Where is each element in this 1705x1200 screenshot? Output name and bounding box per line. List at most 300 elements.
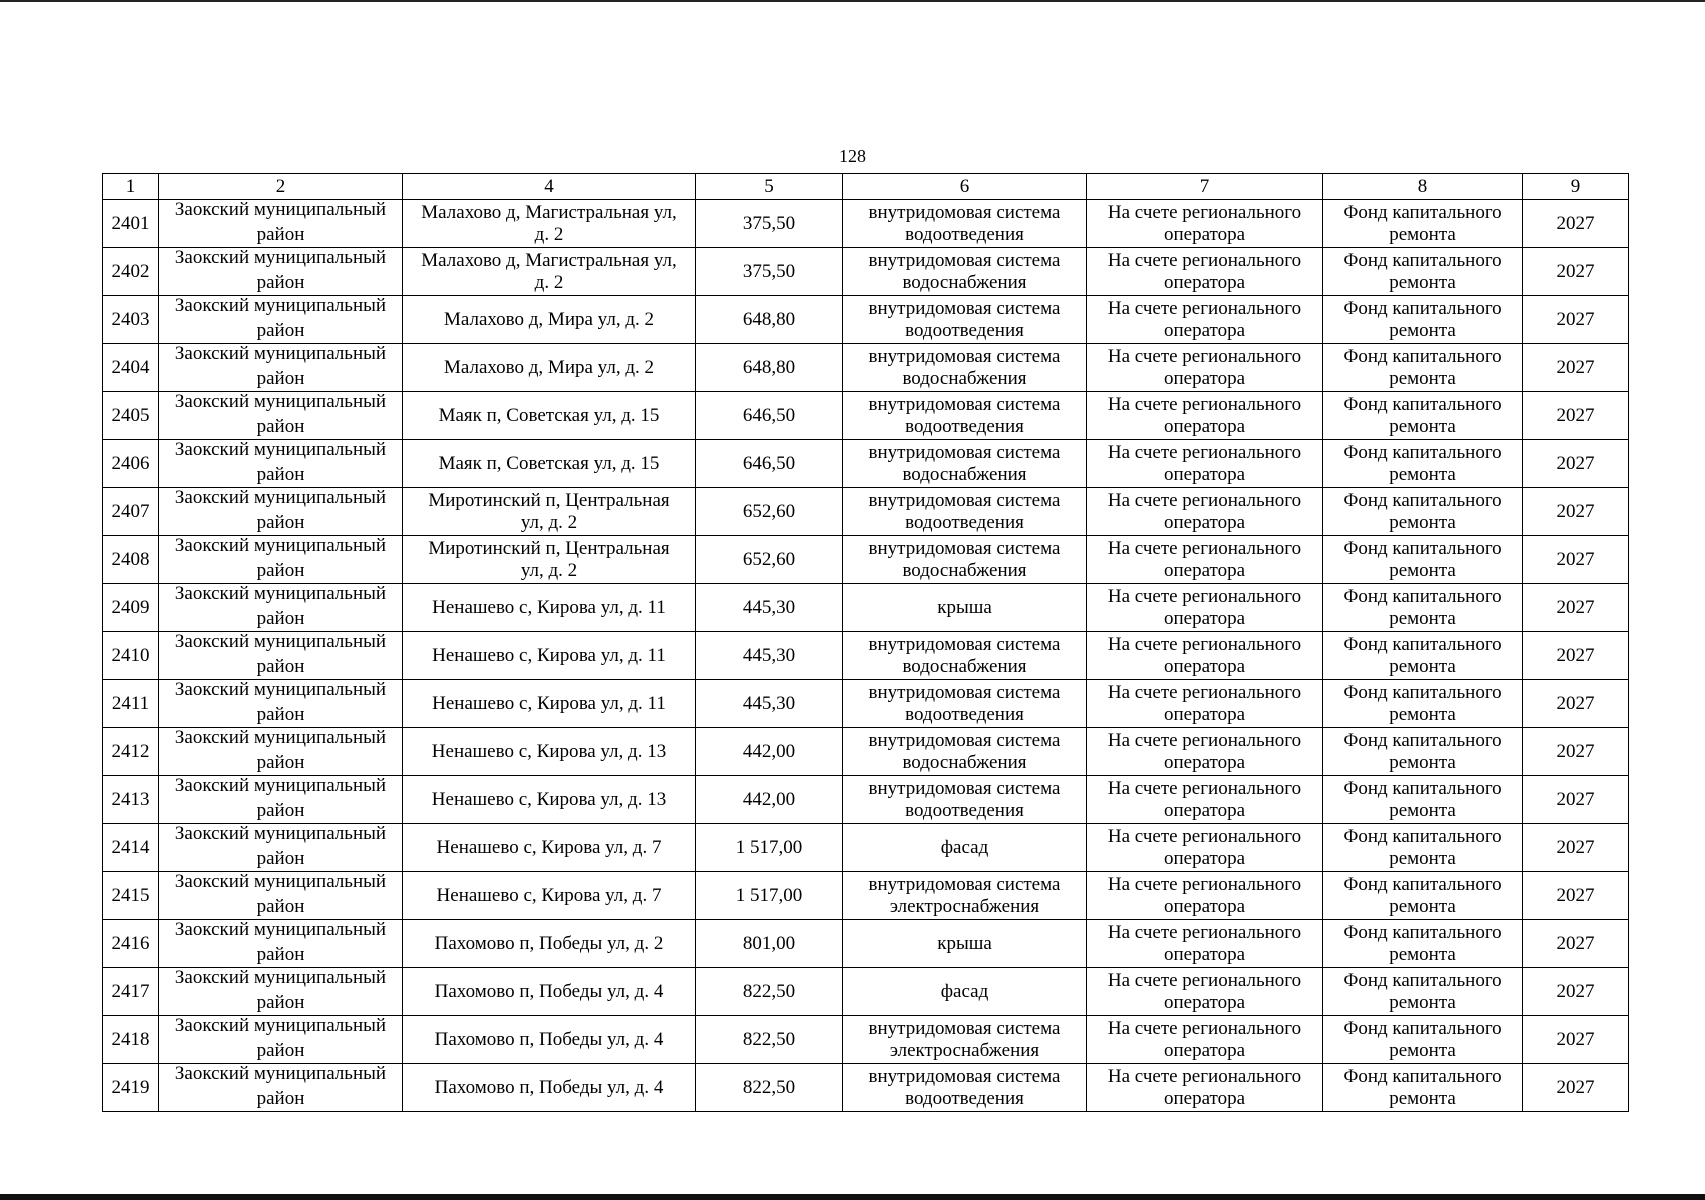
year-cell: 2027 xyxy=(1523,536,1629,584)
work-type-line: электроснабжения xyxy=(889,1039,1040,1061)
work-type-line: водоотведения xyxy=(905,319,1024,341)
table-row xyxy=(103,824,1629,872)
work-type-cell xyxy=(843,440,1087,488)
funding-source-line: ремонта xyxy=(1389,367,1456,389)
district-cell xyxy=(159,584,403,632)
row-number-cell: 2414 xyxy=(103,824,159,872)
column-header: 7 xyxy=(1087,174,1323,200)
district-cell xyxy=(159,392,403,440)
table-row xyxy=(103,296,1629,344)
area-cell: 648,80 xyxy=(696,296,843,344)
account-method-cell xyxy=(1087,776,1323,824)
district-line: район xyxy=(256,943,305,965)
district-cell xyxy=(159,488,403,536)
district-line: район xyxy=(256,223,305,245)
area-cell: 822,50 xyxy=(696,968,843,1016)
area-cell: 375,50 xyxy=(696,248,843,296)
year-cell: 2027 xyxy=(1523,680,1629,728)
address-cell xyxy=(403,248,696,296)
work-type-line: внутридомовая система xyxy=(868,729,1061,751)
funding-source-line: ремонта xyxy=(1389,655,1456,677)
address-cell xyxy=(403,296,696,344)
district-line: Заокский муниципальный xyxy=(174,679,387,700)
work-type-cell xyxy=(843,632,1087,680)
area-cell: 822,50 xyxy=(696,1064,843,1112)
year-cell: 2027 xyxy=(1523,728,1629,776)
work-type-line: фасад xyxy=(940,836,989,858)
district-line: район xyxy=(256,655,305,677)
row-number-cell: 2417 xyxy=(103,968,159,1016)
work-type-line: внутридомовая система xyxy=(868,777,1061,799)
work-type-cell xyxy=(843,824,1087,872)
district-line: район xyxy=(256,895,305,917)
work-type-cell xyxy=(843,392,1087,440)
account-method-cell xyxy=(1087,584,1323,632)
address-line: Маяк п, Советская ул, д. 15 xyxy=(438,404,660,426)
district-line: район xyxy=(256,847,305,869)
funding-source-line: Фонд капитального xyxy=(1343,729,1502,751)
row-number-cell: 2406 xyxy=(103,440,159,488)
year-cell: 2027 xyxy=(1523,632,1629,680)
address-cell xyxy=(403,776,696,824)
column-header: 5 xyxy=(696,174,843,200)
address-cell xyxy=(403,344,696,392)
funding-source-line: ремонта xyxy=(1389,943,1456,965)
work-type-line: крыша xyxy=(937,596,992,618)
address-line: Ненашево с, Кирова ул, д. 11 xyxy=(432,692,666,714)
account-method-cell xyxy=(1087,488,1323,536)
funding-source-line: Фонд капитального xyxy=(1343,633,1502,655)
year-cell: 2027 xyxy=(1523,968,1629,1016)
table-body xyxy=(103,200,1629,1112)
account-method-line: оператора xyxy=(1163,943,1246,965)
district-cell xyxy=(159,920,403,968)
table-row xyxy=(103,776,1629,824)
work-type-line: внутридомовая система xyxy=(868,633,1061,655)
work-type-line: фасад xyxy=(940,980,989,1002)
row-number-cell: 2419 xyxy=(103,1064,159,1112)
table-row xyxy=(103,1064,1629,1112)
district-cell xyxy=(159,632,403,680)
table-row xyxy=(103,680,1629,728)
account-method-cell xyxy=(1087,728,1323,776)
funding-source-cell xyxy=(1323,296,1523,344)
account-method-cell xyxy=(1087,1064,1323,1112)
row-number-cell: 2409 xyxy=(103,584,159,632)
funding-source-line: Фонд капитального xyxy=(1343,201,1502,223)
account-method-cell xyxy=(1087,824,1323,872)
work-type-line: крыша xyxy=(937,932,992,954)
work-type-line: внутридомовая система xyxy=(868,345,1061,367)
address-cell xyxy=(403,488,696,536)
row-number-cell: 2416 xyxy=(103,920,159,968)
account-method-line: На счете регионального xyxy=(1107,969,1302,991)
funding-source-line: ремонта xyxy=(1389,847,1456,869)
table-row xyxy=(103,872,1629,920)
account-method-line: На счете регионального xyxy=(1107,729,1302,751)
account-method-cell xyxy=(1087,248,1323,296)
row-number-cell: 2408 xyxy=(103,536,159,584)
funding-source-line: ремонта xyxy=(1389,463,1456,485)
row-number-cell: 2411 xyxy=(103,680,159,728)
address-line: Ненашево с, Кирова ул, д. 13 xyxy=(431,740,667,762)
row-number-cell: 2415 xyxy=(103,872,159,920)
funding-source-cell xyxy=(1323,728,1523,776)
funding-source-line: Фонд капитального xyxy=(1343,1065,1502,1087)
work-type-cell xyxy=(843,1016,1087,1064)
district-cell xyxy=(159,536,403,584)
account-method-line: оператора xyxy=(1163,367,1246,389)
year-cell: 2027 xyxy=(1523,344,1629,392)
table-row xyxy=(103,1016,1629,1064)
year-cell: 2027 xyxy=(1523,776,1629,824)
table-row xyxy=(103,728,1629,776)
address-line: д. 2 xyxy=(534,223,564,245)
address-line: Пахомово п, Победы ул, д. 4 xyxy=(434,1028,664,1050)
funding-source-line: Фонд капитального xyxy=(1343,777,1502,799)
work-type-line: внутридомовая система xyxy=(868,873,1061,895)
area-cell: 822,50 xyxy=(696,1016,843,1064)
work-type-line: внутридомовая система xyxy=(868,393,1061,415)
district-line: Заокский муниципальный xyxy=(174,871,387,892)
account-method-line: оператора xyxy=(1163,655,1246,677)
row-number-cell: 2403 xyxy=(103,296,159,344)
account-method-line: оператора xyxy=(1163,607,1246,629)
address-line: ул, д. 2 xyxy=(520,511,578,533)
account-method-cell xyxy=(1087,1016,1323,1064)
work-type-cell xyxy=(843,776,1087,824)
funding-source-line: Фонд капитального xyxy=(1343,345,1502,367)
year-cell: 2027 xyxy=(1523,488,1629,536)
year-cell: 2027 xyxy=(1523,296,1629,344)
work-type-line: водоотведения xyxy=(905,799,1024,821)
district-line: Заокский муниципальный xyxy=(174,631,387,652)
funding-source-cell xyxy=(1323,920,1523,968)
work-type-line: внутридомовая система xyxy=(868,1017,1061,1039)
row-number-cell: 2404 xyxy=(103,344,159,392)
column-header: 9 xyxy=(1523,174,1629,200)
funding-source-cell xyxy=(1323,200,1523,248)
area-cell: 652,60 xyxy=(696,536,843,584)
table-row xyxy=(103,200,1629,248)
work-type-line: водоотведения xyxy=(905,1087,1024,1109)
district-cell xyxy=(159,872,403,920)
address-line: Миротинский п, Центральная xyxy=(428,489,670,511)
address-cell xyxy=(403,584,696,632)
area-cell: 445,30 xyxy=(696,680,843,728)
year-cell: 2027 xyxy=(1523,200,1629,248)
row-number-cell: 2401 xyxy=(103,200,159,248)
year-cell: 2027 xyxy=(1523,248,1629,296)
row-number-cell: 2402 xyxy=(103,248,159,296)
district-cell xyxy=(159,824,403,872)
address-cell xyxy=(403,920,696,968)
work-type-line: внутридомовая система xyxy=(868,249,1061,271)
account-method-line: оператора xyxy=(1163,751,1246,773)
account-method-line: На счете регионального xyxy=(1107,297,1302,319)
page-number: 128 xyxy=(839,146,866,166)
work-type-line: водоотведения xyxy=(905,415,1024,437)
work-type-cell xyxy=(843,872,1087,920)
work-type-cell xyxy=(843,344,1087,392)
work-type-cell xyxy=(843,536,1087,584)
district-line: район xyxy=(256,511,305,533)
row-number-cell: 2412 xyxy=(103,728,159,776)
area-cell: 801,00 xyxy=(696,920,843,968)
table-row xyxy=(103,920,1629,968)
account-method-line: оператора xyxy=(1163,895,1246,917)
column-header: 8 xyxy=(1323,174,1523,200)
district-line: район xyxy=(256,367,305,389)
work-type-line: водоотведения xyxy=(905,223,1024,245)
work-type-cell xyxy=(843,248,1087,296)
column-number-header-row xyxy=(103,174,1629,200)
account-method-line: На счете регионального xyxy=(1107,825,1302,847)
district-line: район xyxy=(256,1039,305,1061)
account-method-cell xyxy=(1087,872,1323,920)
account-method-line: На счете регионального xyxy=(1107,873,1302,895)
district-line: Заокский муниципальный xyxy=(174,487,387,508)
address-cell xyxy=(403,440,696,488)
address-line: Малахово д, Мира ул, д. 2 xyxy=(443,356,654,378)
address-cell xyxy=(403,728,696,776)
work-type-cell xyxy=(843,728,1087,776)
address-line: Ненашево с, Кирова ул, д. 11 xyxy=(432,596,666,618)
account-method-line: На счете регионального xyxy=(1107,489,1302,511)
account-method-line: оператора xyxy=(1163,463,1246,485)
work-type-line: внутридомовая система xyxy=(868,201,1061,223)
funding-source-line: ремонта xyxy=(1389,799,1456,821)
funding-source-cell xyxy=(1323,392,1523,440)
funding-source-line: Фонд капитального xyxy=(1343,681,1502,703)
funding-source-line: ремонта xyxy=(1389,511,1456,533)
funding-source-cell xyxy=(1323,344,1523,392)
address-line: Миротинский п, Центральная xyxy=(428,537,670,559)
district-line: Заокский муниципальный xyxy=(174,1063,387,1084)
funding-source-line: Фонд капитального xyxy=(1343,393,1502,415)
funding-source-line: Фонд капитального xyxy=(1343,873,1502,895)
district-cell xyxy=(159,200,403,248)
funding-source-cell xyxy=(1323,488,1523,536)
funding-source-line: ремонта xyxy=(1389,991,1456,1013)
account-method-line: На счете регионального xyxy=(1107,633,1302,655)
district-line: район xyxy=(256,991,305,1013)
row-number-cell: 2418 xyxy=(103,1016,159,1064)
funding-source-cell xyxy=(1323,1064,1523,1112)
district-line: район xyxy=(256,799,305,821)
address-cell xyxy=(403,632,696,680)
district-line: Заокский муниципальный xyxy=(174,583,387,604)
funding-source-line: ремонта xyxy=(1389,319,1456,341)
table-row xyxy=(103,344,1629,392)
account-method-line: оператора xyxy=(1163,511,1246,533)
account-method-line: На счете регионального xyxy=(1107,681,1302,703)
account-method-line: На счете регионального xyxy=(1107,345,1302,367)
account-method-cell xyxy=(1087,392,1323,440)
work-type-cell xyxy=(843,968,1087,1016)
account-method-cell xyxy=(1087,200,1323,248)
year-cell: 2027 xyxy=(1523,440,1629,488)
account-method-cell xyxy=(1087,968,1323,1016)
year-cell: 2027 xyxy=(1523,584,1629,632)
account-method-line: На счете регионального xyxy=(1107,777,1302,799)
work-type-line: внутридомовая система xyxy=(868,1065,1061,1087)
column-header: 2 xyxy=(159,174,403,200)
district-line: район xyxy=(256,415,305,437)
top-scan-edge xyxy=(0,0,1705,2)
funding-source-cell xyxy=(1323,824,1523,872)
district-line: район xyxy=(256,271,305,293)
district-cell xyxy=(159,776,403,824)
work-type-line: электроснабжения xyxy=(889,895,1040,917)
column-header: 6 xyxy=(843,174,1087,200)
work-type-cell xyxy=(843,200,1087,248)
account-method-line: оператора xyxy=(1163,559,1246,581)
account-method-line: оператора xyxy=(1163,847,1246,869)
address-line: ул, д. 2 xyxy=(520,559,578,581)
area-cell: 445,30 xyxy=(696,632,843,680)
district-cell xyxy=(159,1064,403,1112)
work-type-line: внутридомовая система xyxy=(868,681,1061,703)
district-line: Заокский муниципальный xyxy=(174,391,387,412)
district-line: район xyxy=(256,703,305,725)
district-line: Заокский муниципальный xyxy=(174,1015,387,1036)
address-cell xyxy=(403,536,696,584)
funding-source-line: Фонд капитального xyxy=(1343,489,1502,511)
account-method-cell xyxy=(1087,920,1323,968)
funding-source-line: ремонта xyxy=(1389,271,1456,293)
address-cell xyxy=(403,1064,696,1112)
work-type-line: внутридомовая система xyxy=(868,537,1061,559)
row-number-cell: 2405 xyxy=(103,392,159,440)
district-line: Заокский муниципальный xyxy=(174,823,387,844)
funding-source-line: ремонта xyxy=(1389,559,1456,581)
district-cell xyxy=(159,680,403,728)
address-cell xyxy=(403,824,696,872)
district-line: Заокский муниципальный xyxy=(174,535,387,556)
account-method-line: оператора xyxy=(1163,1039,1246,1061)
address-cell xyxy=(403,1016,696,1064)
address-cell xyxy=(403,200,696,248)
work-type-line: водоснабжения xyxy=(902,655,1027,677)
funding-source-line: Фонд капитального xyxy=(1343,825,1502,847)
account-method-cell xyxy=(1087,680,1323,728)
funding-source-line: ремонта xyxy=(1389,751,1456,773)
year-cell: 2027 xyxy=(1523,824,1629,872)
bottom-scan-edge xyxy=(0,1194,1705,1200)
funding-source-cell xyxy=(1323,248,1523,296)
funding-source-line: ремонта xyxy=(1389,895,1456,917)
district-cell xyxy=(159,1016,403,1064)
area-cell: 375,50 xyxy=(696,200,843,248)
table-row xyxy=(103,392,1629,440)
district-line: район xyxy=(256,751,305,773)
account-method-line: оператора xyxy=(1163,223,1246,245)
account-method-line: На счете регионального xyxy=(1107,921,1302,943)
funding-source-cell xyxy=(1323,1016,1523,1064)
funding-source-line: ремонта xyxy=(1389,415,1456,437)
funding-source-cell xyxy=(1323,584,1523,632)
address-line: Пахомово п, Победы ул, д. 2 xyxy=(434,932,664,954)
district-line: район xyxy=(256,319,305,341)
funding-source-cell xyxy=(1323,776,1523,824)
work-type-line: внутридомовая система xyxy=(868,489,1061,511)
account-method-line: оператора xyxy=(1163,271,1246,293)
address-cell xyxy=(403,968,696,1016)
account-method-line: На счете регионального xyxy=(1107,201,1302,223)
district-line: Заокский муниципальный xyxy=(174,727,387,748)
table-row xyxy=(103,248,1629,296)
year-cell: 2027 xyxy=(1523,392,1629,440)
account-method-cell xyxy=(1087,536,1323,584)
work-type-cell xyxy=(843,584,1087,632)
district-line: Заокский муниципальный xyxy=(174,295,387,316)
work-type-cell xyxy=(843,920,1087,968)
district-cell xyxy=(159,344,403,392)
work-type-line: внутридомовая система xyxy=(868,297,1061,319)
work-type-line: водоотведения xyxy=(905,511,1024,533)
account-method-cell xyxy=(1087,344,1323,392)
area-cell: 442,00 xyxy=(696,776,843,824)
row-number-cell: 2410 xyxy=(103,632,159,680)
account-method-line: оператора xyxy=(1163,799,1246,821)
account-method-line: оператора xyxy=(1163,703,1246,725)
address-line: Ненашево с, Кирова ул, д. 7 xyxy=(436,836,662,858)
address-line: Пахомово п, Победы ул, д. 4 xyxy=(434,980,664,1002)
account-method-line: На счете регионального xyxy=(1107,1017,1302,1039)
table-row xyxy=(103,440,1629,488)
table-row xyxy=(103,536,1629,584)
year-cell: 2027 xyxy=(1523,1064,1629,1112)
account-method-line: На счете регионального xyxy=(1107,393,1302,415)
address-line: Ненашево с, Кирова ул, д. 7 xyxy=(436,884,662,906)
work-type-line: водоснабжения xyxy=(902,367,1027,389)
district-cell xyxy=(159,968,403,1016)
address-cell xyxy=(403,680,696,728)
district-line: Заокский муниципальный xyxy=(174,343,387,364)
work-type-line: водоснабжения xyxy=(902,271,1027,293)
district-line: район xyxy=(256,463,305,485)
area-cell: 648,80 xyxy=(696,344,843,392)
district-cell xyxy=(159,248,403,296)
year-cell: 2027 xyxy=(1523,920,1629,968)
funding-source-line: Фонд капитального xyxy=(1343,1017,1502,1039)
funding-source-line: Фонд капитального xyxy=(1343,537,1502,559)
account-method-cell xyxy=(1087,440,1323,488)
row-number-cell: 2407 xyxy=(103,488,159,536)
table-row xyxy=(103,632,1629,680)
work-type-line: внутридомовая система xyxy=(868,441,1061,463)
funding-source-cell xyxy=(1323,536,1523,584)
funding-source-line: ремонта xyxy=(1389,223,1456,245)
account-method-line: оператора xyxy=(1163,1087,1246,1109)
repair-program-table xyxy=(102,173,1629,1112)
funding-source-line: Фонд капитального xyxy=(1343,969,1502,991)
funding-source-line: Фонд капитального xyxy=(1343,441,1502,463)
account-method-line: оператора xyxy=(1163,415,1246,437)
table-row xyxy=(103,488,1629,536)
funding-source-line: ремонта xyxy=(1389,703,1456,725)
area-cell: 646,50 xyxy=(696,440,843,488)
table-row xyxy=(103,968,1629,1016)
district-line: район xyxy=(256,607,305,629)
area-cell: 646,50 xyxy=(696,392,843,440)
district-cell xyxy=(159,440,403,488)
address-line: Пахомово п, Победы ул, д. 4 xyxy=(434,1076,664,1098)
work-type-cell xyxy=(843,488,1087,536)
funding-source-line: Фонд капитального xyxy=(1343,585,1502,607)
row-number-cell: 2413 xyxy=(103,776,159,824)
